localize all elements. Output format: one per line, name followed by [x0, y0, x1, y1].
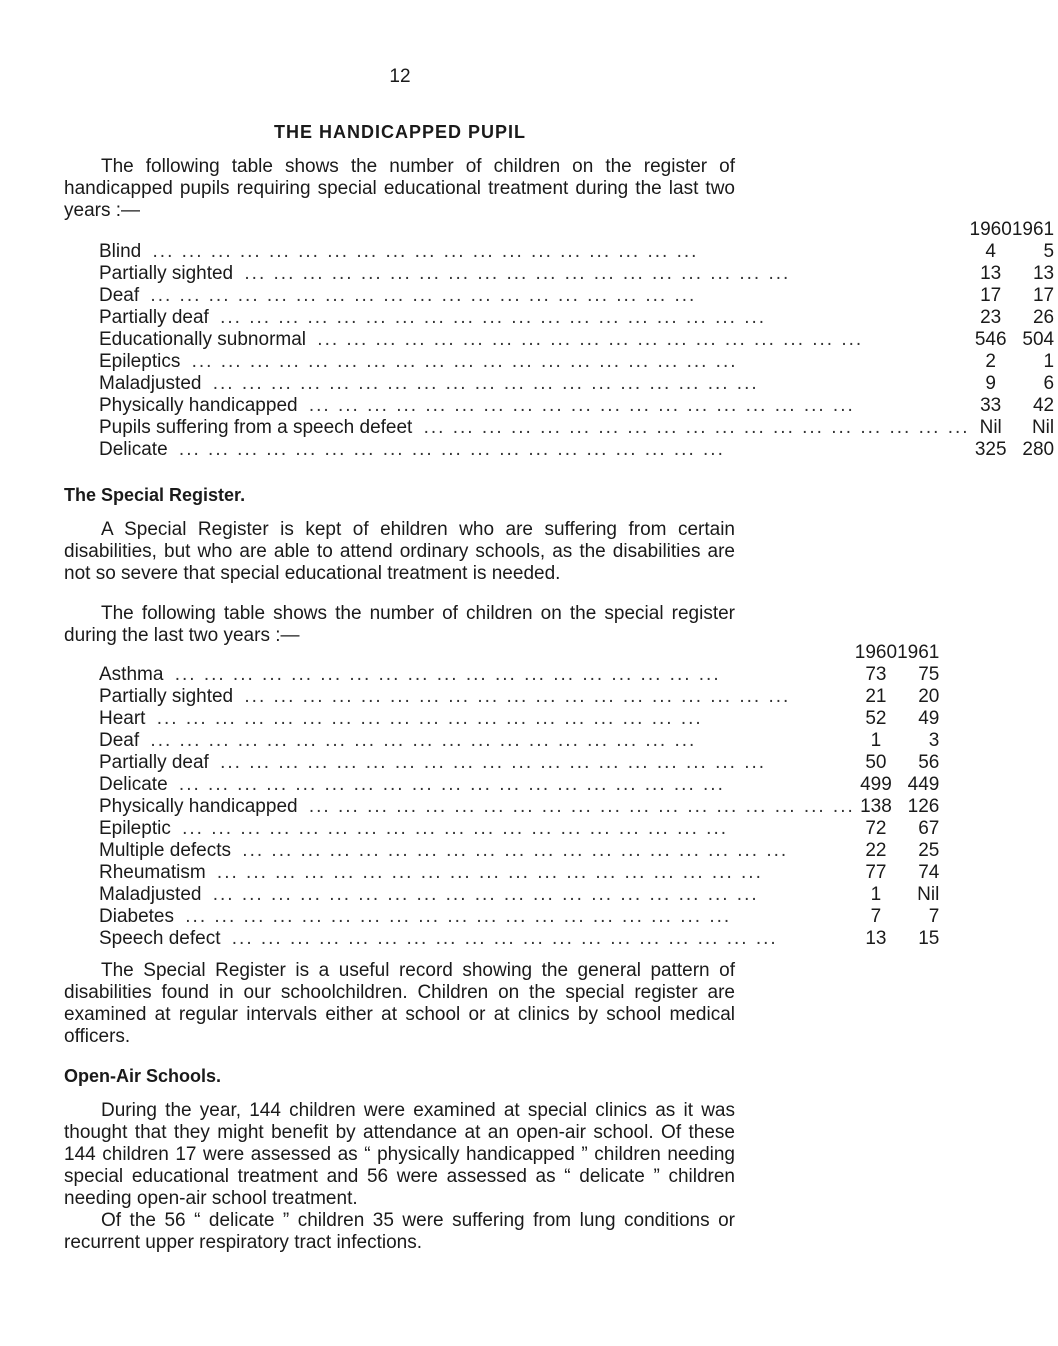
row-label: Partially deaf [99, 307, 213, 328]
leader-dots: ... ... ... ... ... ... ... ... ... ... ... ... ... ... ... ... ... ... ... [212, 307, 767, 328]
value-1961: 6 [1043, 373, 1055, 394]
special-register-table-intro: The following table shows the number of children on the special register during the last two years :— [64, 603, 735, 646]
handicapped-row [99, 285, 1058, 307]
value-1961: 7 [928, 906, 940, 927]
row-label: Speech defect [99, 928, 224, 949]
leader-dots: ... ... ... ... ... ... ... ... ... ... ... ... ... ... ... ... ... ... ... [301, 395, 855, 416]
handicapped-register-table [99, 219, 1058, 461]
special-register-heading: The Special Register. [64, 485, 246, 505]
special-register-row [99, 906, 943, 928]
value-1960: 52 [865, 708, 887, 729]
value-1961: 280 [1022, 439, 1055, 460]
value-1960: 9 [985, 373, 996, 394]
handicapped-row [99, 329, 1058, 351]
row-label: Multiple defects [99, 840, 235, 861]
year-1960-header: 1960 [969, 219, 1012, 240]
year-1961-header: 1961 [897, 642, 940, 663]
value-1961: 75 [918, 664, 940, 685]
row-label: Partially sighted [99, 686, 237, 707]
table-header-row [99, 642, 943, 664]
value-1960: 50 [865, 752, 887, 773]
row-label: Delicate [99, 774, 172, 795]
leader-dots: ... ... ... ... ... ... ... ... ... ... ... ... ... ... ... ... ... ... ... [301, 796, 855, 817]
special-register-row [99, 840, 943, 862]
leader-dots: ... ... ... ... ... ... ... ... ... ... ... ... ... ... ... ... ... ... ... [212, 752, 767, 773]
handicapped-row [99, 395, 1058, 417]
leader-dots: ... ... ... ... ... ... ... ... ... ... ... ... ... ... ... ... ... ... ... [224, 928, 778, 949]
value-1961: 56 [918, 752, 940, 773]
value-1960: 7 [870, 906, 882, 927]
leader-dots: ... ... ... ... ... ... ... ... ... ... ... ... ... ... ... ... ... ... ... [237, 263, 791, 284]
row-label: Blind [99, 241, 145, 262]
leader-dots: ... ... ... ... ... ... ... ... ... ... ... ... ... ... ... ... ... ... ... [167, 664, 721, 685]
row-label: Physically handicapped [99, 796, 302, 817]
leader-dots: ... ... ... ... ... ... ... ... ... ... ... ... ... ... ... ... ... ... ... [171, 439, 725, 460]
value-1961: 25 [918, 840, 940, 861]
value-1961: 20 [918, 686, 940, 707]
special-register-note: The Special Register is a useful record showing the general pattern of disabilities found in our schoolchildren. Children on the special register are examined at regular intervals either at school or at clinics by school medical officers. [64, 960, 735, 1047]
page-number: 12 [389, 66, 411, 87]
leader-dots: ... ... ... ... ... ... ... ... ... ... ... ... ... ... ... ... ... ... ... [149, 708, 703, 729]
value-1960: 72 [865, 818, 887, 839]
value-1961: Nil [1031, 417, 1055, 438]
special-register-paragraph: A Special Register is kept of ehildren who are suffering from certain disabilities, but who are able to attend ordinary schools, as the disabilities are not so severe that special educational treatment is needed. [64, 519, 735, 584]
value-1960: 325 [974, 439, 1007, 460]
special-register-row [99, 708, 943, 730]
value-1960: 499 [860, 774, 892, 795]
intro-paragraph: The following table shows the number of children on the register of handicapped pupils requiring special educational treatment during the last two years :— [64, 156, 735, 221]
open-air-heading: Open-Air Schools. [64, 1066, 222, 1086]
special-register-row [99, 752, 943, 774]
row-label: Maladjusted [99, 373, 205, 394]
open-air-paragraph-2: Of the 56 “ delicate ” children 35 were suffering from lung conditions or recurrent upper respiratory tract infections. [64, 1210, 735, 1253]
special-register-row [99, 774, 943, 796]
value-1961: 15 [918, 928, 940, 949]
table-header-row [99, 219, 1058, 241]
value-1960: 22 [865, 840, 887, 861]
row-label: Epileptic [99, 818, 175, 839]
leader-dots: ... ... ... ... ... ... ... ... ... ... ... ... ... ... ... ... ... ... ... [237, 686, 791, 707]
leader-dots: ... ... ... ... ... ... ... ... ... ... ... ... ... ... ... ... ... ... ... [235, 840, 789, 861]
leader-dots: ... ... ... ... ... ... ... ... ... ... ... ... ... ... ... ... ... ... ... [310, 329, 864, 350]
special-register-row [99, 884, 943, 906]
row-label: Asthma [99, 664, 167, 685]
value-1961: 67 [918, 818, 940, 839]
special-register-row [99, 686, 943, 708]
handicapped-row [99, 439, 1058, 461]
value-1960: 546 [974, 329, 1007, 350]
value-1961: 126 [907, 796, 940, 817]
row-label: Diabetes [99, 906, 178, 927]
row-label: Epileptics [99, 351, 184, 372]
row-label: Deaf [99, 730, 143, 751]
row-label: Rheumatism [99, 862, 210, 883]
row-label: Educationally subnormal [99, 329, 310, 350]
special-register-row [99, 796, 943, 818]
value-1961: 5 [1043, 241, 1055, 262]
handicapped-row [99, 351, 1058, 373]
leader-dots: ... ... ... ... ... ... ... ... ... ... ... ... ... ... ... ... ... ... ... [145, 241, 699, 262]
year-1960-header: 1960 [854, 642, 898, 663]
value-1960: 1 [870, 884, 882, 905]
row-label: Partially deaf [99, 752, 213, 773]
special-register-row [99, 862, 943, 884]
value-1960: 138 [860, 796, 892, 817]
value-1961: 13 [1032, 263, 1055, 284]
year-1961-header: 1961 [1011, 219, 1055, 240]
handicapped-row [99, 241, 1058, 263]
handicapped-row [99, 263, 1058, 285]
value-1961: 49 [918, 708, 940, 729]
special-register-row [99, 730, 943, 752]
open-air-paragraph-1: During the year, 144 children were examined at special clinics as it was thought that they might benefit by attendance at an open-air school. Of these 144 children 17 were assessed as “ physically handicapped ” children needing special educational treatment and 56 were assessed as “ delicate ” children needing open-air school treatment. [64, 1100, 735, 1209]
row-label: Heart [99, 708, 149, 729]
row-label: Physically handicapped [99, 395, 302, 416]
row-label: Partially sighted [99, 263, 237, 284]
leader-dots: ... ... ... ... ... ... ... ... ... ... ... ... ... ... ... ... ... ... ... [416, 417, 970, 438]
leader-dots: ... ... ... ... ... ... ... ... ... ... ... ... ... ... ... ... ... ... ... [205, 884, 759, 905]
value-1961: 504 [1022, 329, 1055, 350]
value-1960: 17 [980, 285, 1002, 306]
value-1960: 33 [980, 395, 1002, 416]
leader-dots: ... ... ... ... ... ... ... ... ... ... ... ... ... ... ... ... ... ... ... [143, 730, 697, 751]
leader-dots: ... ... ... ... ... ... ... ... ... ... ... ... ... ... ... ... ... ... ... [209, 862, 763, 883]
value-1961: 449 [907, 774, 940, 795]
leader-dots: ... ... ... ... ... ... ... ... ... ... ... ... ... ... ... ... ... ... ... [178, 906, 732, 927]
page-title: THE HANDICAPPED PUPIL [273, 122, 527, 142]
value-1960: 23 [980, 307, 1002, 328]
value-1961: 17 [1032, 285, 1055, 306]
value-1960: 73 [865, 664, 887, 685]
value-1960: 4 [985, 241, 996, 262]
value-1960: 13 [865, 928, 887, 949]
value-1960: 2 [985, 351, 996, 372]
row-label: Pupils suffering from a speech defeet [99, 417, 416, 438]
value-1960: 13 [980, 263, 1002, 284]
value-1960: 21 [865, 686, 887, 707]
value-1961: 74 [918, 862, 940, 883]
value-1960: 77 [865, 862, 887, 883]
value-1961: Nil [917, 884, 940, 905]
leader-dots: ... ... ... ... ... ... ... ... ... ... ... ... ... ... ... ... ... ... ... [171, 774, 725, 795]
leader-dots: ... ... ... ... ... ... ... ... ... ... ... ... ... ... ... ... ... ... ... [184, 351, 738, 372]
handicapped-row [99, 373, 1058, 395]
handicapped-row [99, 417, 1058, 439]
leader-dots: ... ... ... ... ... ... ... ... ... ... ... ... ... ... ... ... ... ... ... [174, 818, 729, 839]
row-label: Delicate [99, 439, 172, 460]
leader-dots: ... ... ... ... ... ... ... ... ... ... ... ... ... ... ... ... ... ... ... [143, 285, 697, 306]
row-label: Maladjusted [99, 884, 205, 905]
value-1961: 26 [1032, 307, 1055, 328]
value-1960: 1 [870, 730, 882, 751]
special-register-row [99, 928, 943, 950]
handicapped-row [99, 307, 1058, 329]
special-register-row [99, 818, 943, 840]
value-1960: Nil [979, 417, 1002, 438]
value-1961: 1 [1043, 351, 1055, 372]
row-label: Deaf [99, 285, 143, 306]
special-register-table [99, 642, 943, 950]
special-register-row [99, 664, 943, 686]
value-1961: 42 [1032, 395, 1055, 416]
leader-dots: ... ... ... ... ... ... ... ... ... ... ... ... ... ... ... ... ... ... ... [205, 373, 759, 394]
value-1961: 3 [928, 730, 940, 751]
